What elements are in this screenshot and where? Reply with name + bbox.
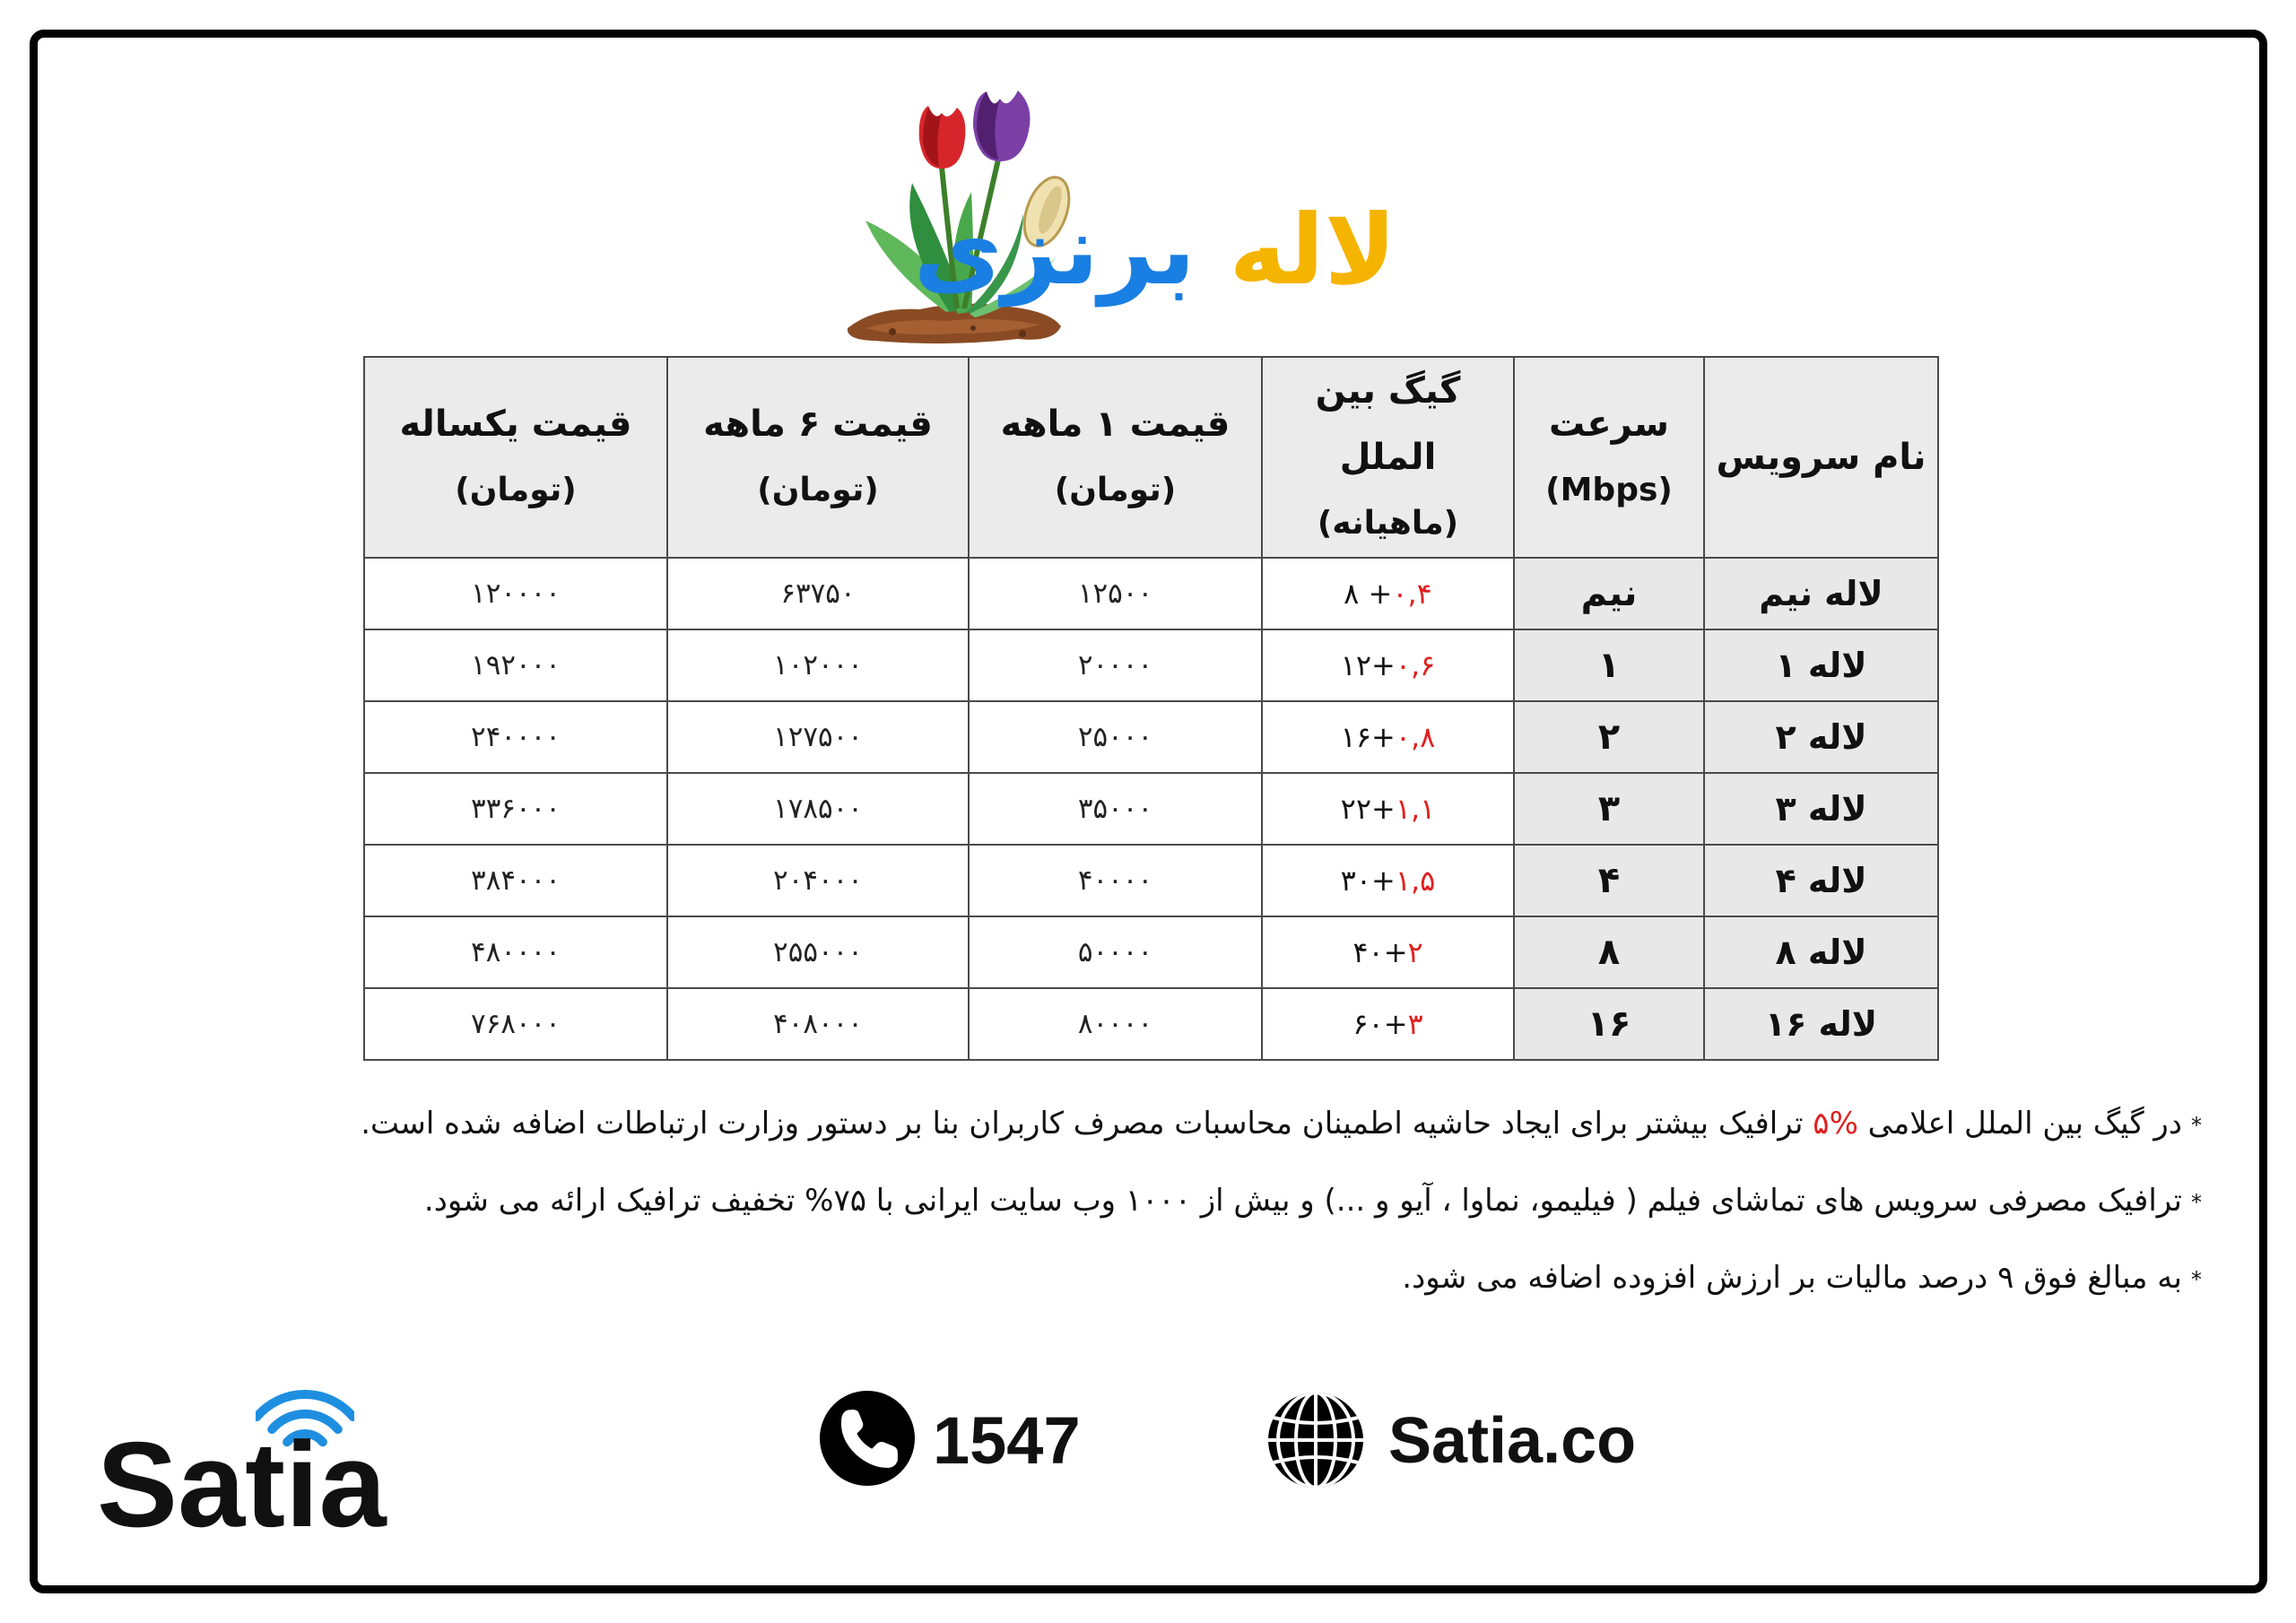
table-row (364, 845, 1938, 916)
price-6-month-cell (667, 558, 969, 629)
service-name-value: لاله ۳ (1775, 789, 1867, 829)
table-row (364, 773, 1938, 845)
service-name-value: لاله ۱۶ (1764, 1004, 1878, 1044)
base-traffic: ۳۰+ (1340, 864, 1396, 898)
header-speed (1514, 357, 1704, 558)
intl-traffic-value (1352, 935, 1422, 969)
service-name-value: لاله ۸ (1775, 933, 1867, 972)
price-6-month-value: ۶۳۷۵۰ (780, 577, 856, 610)
base-traffic: ۶۰+ (1352, 1007, 1408, 1041)
speed-value: ۴ (1597, 860, 1621, 901)
intl-traffic-value (1341, 792, 1436, 826)
header-unit: (تومان) (1054, 472, 1177, 508)
service-name-cell (1704, 773, 1938, 845)
service-name-cell (1704, 845, 1938, 916)
service-name-cell (1704, 988, 1938, 1060)
header-label: قیمت ۶ ماهه (703, 404, 933, 445)
note-text: به مبالغ فوق ۹ درصد مالیات بر ارزش افزوده اضافه می شود. (1402, 1260, 2182, 1296)
header-service-name (1704, 357, 1938, 558)
speed-cell (1514, 988, 1704, 1060)
bonus-traffic: ۰,۶ (1395, 648, 1436, 682)
phone-icon (820, 1391, 915, 1486)
price-12-month-cell (364, 988, 667, 1060)
price-12-month-cell (364, 629, 667, 701)
price-6-month-value: ۲۵۵۰۰۰ (773, 936, 863, 968)
speed-value: ۳ (1597, 788, 1621, 829)
header-price-6-month (667, 357, 969, 558)
intl-traffic-value (1352, 1007, 1422, 1041)
price-6-month-cell (667, 988, 969, 1060)
price-1-month-value: ۱۲۵۰۰ (1077, 577, 1153, 610)
header-unit: (تومان) (757, 472, 879, 508)
price-1-month-value: ۸۰۰۰۰ (1077, 1008, 1153, 1040)
base-traffic: ۸ + (1344, 577, 1393, 611)
table-row (364, 988, 1938, 1060)
table-row (364, 916, 1938, 988)
page-title (913, 190, 1396, 311)
speed-cell (1514, 773, 1704, 845)
price-12-month-value: ۲۴۰۰۰۰ (471, 721, 561, 753)
price-12-month-value: ۱۲۰۰۰۰ (471, 577, 561, 610)
phone-number[interactable]: 1547 (933, 1403, 1081, 1478)
price-1-month-value: ۲۰۰۰۰ (1077, 649, 1153, 681)
header-label: نام سرویس (1716, 437, 1926, 478)
service-name-value: لاله ۲ (1775, 717, 1867, 757)
service-name-cell (1704, 558, 1938, 629)
header-label: قیمت یکساله (399, 404, 632, 445)
base-traffic: ۱۶+ (1340, 720, 1396, 754)
service-name-cell (1704, 629, 1938, 701)
table-row (364, 701, 1938, 773)
note-text: ترافیک بیشتر برای ایجاد حاشیه اطمینان محاسبات مصرف کاربران بنا بر دستور وزارت ارتباطات اضافه شده است. (361, 1106, 1813, 1141)
price-12-month-value: ۱۹۲۰۰۰ (471, 649, 561, 681)
intl-traffic-cell (1262, 558, 1514, 629)
intl-traffic-value (1341, 864, 1436, 898)
base-traffic: ۱۲+ (1340, 648, 1396, 682)
service-name-value: لاله نیم (1759, 574, 1883, 613)
speed-cell (1514, 629, 1704, 701)
intl-traffic-cell (1262, 629, 1514, 701)
service-name-cell (1704, 701, 1938, 773)
header-label: سرعت (1549, 404, 1669, 445)
note-item (54, 1085, 2202, 1162)
price-6-month-cell (667, 629, 969, 701)
speed-value: نیم (1580, 573, 1638, 614)
price-1-month-cell (969, 988, 1262, 1060)
base-traffic: ۲۲+ (1340, 792, 1396, 826)
speed-value: ۸ (1597, 932, 1621, 973)
note-item (54, 1239, 2202, 1316)
table-row (364, 629, 1938, 701)
base-traffic: ۴۰+ (1352, 935, 1408, 969)
note-bullet: * (2191, 1266, 2202, 1292)
header-label: گیگ بین الملل (1315, 370, 1461, 478)
speed-value: ۱ (1597, 645, 1621, 686)
header-row (364, 357, 1938, 558)
table-row (364, 558, 1938, 629)
bonus-traffic: ۳ (1407, 1007, 1423, 1041)
speed-cell (1514, 558, 1704, 629)
price-6-month-value: ۱۰۲۰۰۰ (773, 649, 863, 681)
note-item (54, 1162, 2202, 1239)
intl-traffic-cell (1262, 701, 1514, 773)
price-1-month-cell (969, 558, 1262, 629)
pricing-table-header (364, 357, 1938, 558)
price-12-month-value: ۴۸۰۰۰۰ (471, 936, 561, 968)
header-intl-traffic (1262, 357, 1514, 558)
price-12-month-cell (364, 558, 667, 629)
pricing-table-body (364, 558, 1938, 1060)
price-1-month-value: ۴۰۰۰۰ (1077, 864, 1153, 897)
intl-traffic-cell (1262, 773, 1514, 845)
brand-logo: Satia (97, 1417, 387, 1552)
intl-traffic-value (1341, 648, 1436, 682)
note-text: در گیگ بین الملل اعلامی (1857, 1106, 2182, 1141)
intl-traffic-cell (1262, 988, 1514, 1060)
website-link[interactable]: Satia.co (1388, 1405, 1637, 1477)
bonus-traffic: ۱,۱ (1395, 792, 1436, 826)
price-6-month-cell (667, 701, 969, 773)
price-1-month-cell (969, 916, 1262, 988)
speed-cell (1514, 701, 1704, 773)
price-6-month-cell (667, 845, 969, 916)
bonus-traffic: ۰,۴ (1392, 577, 1432, 611)
price-6-month-value: ۱۷۸۵۰۰ (773, 793, 863, 825)
bonus-traffic: ۲ (1407, 935, 1423, 969)
speed-value: ۲ (1597, 716, 1621, 758)
price-12-month-cell (364, 916, 667, 988)
price-1-month-value: ۵۰۰۰۰ (1077, 936, 1153, 968)
globe-icon (1266, 1391, 1365, 1489)
note-bullet: * (2191, 1112, 2202, 1138)
title-primary-word: لاله (1229, 195, 1396, 307)
header-label: قیمت ۱ ماهه (1000, 404, 1231, 445)
price-12-month-value: ۳۳۶۰۰۰ (471, 793, 561, 825)
header-unit: (تومان) (455, 472, 577, 508)
price-12-month-value: ۷۶۸۰۰۰ (471, 1008, 561, 1040)
price-1-month-value: ۲۵۰۰۰ (1077, 721, 1153, 753)
price-1-month-cell (969, 701, 1262, 773)
intl-traffic-cell (1262, 845, 1514, 916)
bonus-traffic: ۱,۵ (1395, 864, 1436, 898)
price-6-month-cell (667, 773, 969, 845)
notes-list (54, 1085, 2202, 1316)
speed-cell (1514, 845, 1704, 916)
price-1-month-cell (969, 845, 1262, 916)
price-12-month-value: ۳۸۴۰۰۰ (471, 864, 561, 897)
service-name-cell (1704, 916, 1938, 988)
speed-value: ۱۶ (1587, 1003, 1631, 1045)
price-1-month-cell (969, 773, 1262, 845)
service-name-value: لاله ۱ (1775, 646, 1867, 685)
header-price-1-month (969, 357, 1262, 558)
header-price-12-month (364, 357, 667, 558)
price-12-month-cell (364, 701, 667, 773)
price-6-month-cell (667, 916, 969, 988)
price-1-month-cell (969, 629, 1262, 701)
price-12-month-cell (364, 845, 667, 916)
intl-traffic-value (1341, 720, 1436, 754)
intl-traffic-value (1344, 577, 1432, 611)
note-bullet: * (2191, 1189, 2202, 1215)
price-1-month-value: ۳۵۰۰۰ (1077, 793, 1153, 825)
bonus-traffic: ۰,۸ (1395, 720, 1436, 754)
price-6-month-value: ۴۰۸۰۰۰ (773, 1008, 863, 1040)
pricing-table (363, 356, 1939, 1061)
header-unit: (ماهیانه) (1317, 505, 1459, 542)
service-name-value: لاله ۴ (1775, 861, 1867, 900)
speed-cell (1514, 916, 1704, 988)
price-6-month-value: ۱۲۷۵۰۰ (773, 721, 863, 753)
header-unit: (Mbps) (1545, 472, 1673, 508)
intl-traffic-cell (1262, 916, 1514, 988)
title-secondary-word: برنزی (913, 195, 1196, 307)
note-highlight: %۵ (1813, 1106, 1858, 1141)
price-12-month-cell (364, 773, 667, 845)
price-6-month-value: ۲۰۴۰۰۰ (773, 864, 863, 897)
note-text: ترافیک مصرفی سرویس های تماشای فیلم ( فیلیمو، نماوا ، آیو و ...) و بیش از ۱۰۰۰ وب سایت ایرانی با ۷۵% تخفیف ترافیک ارائه می شود. (423, 1183, 2182, 1219)
